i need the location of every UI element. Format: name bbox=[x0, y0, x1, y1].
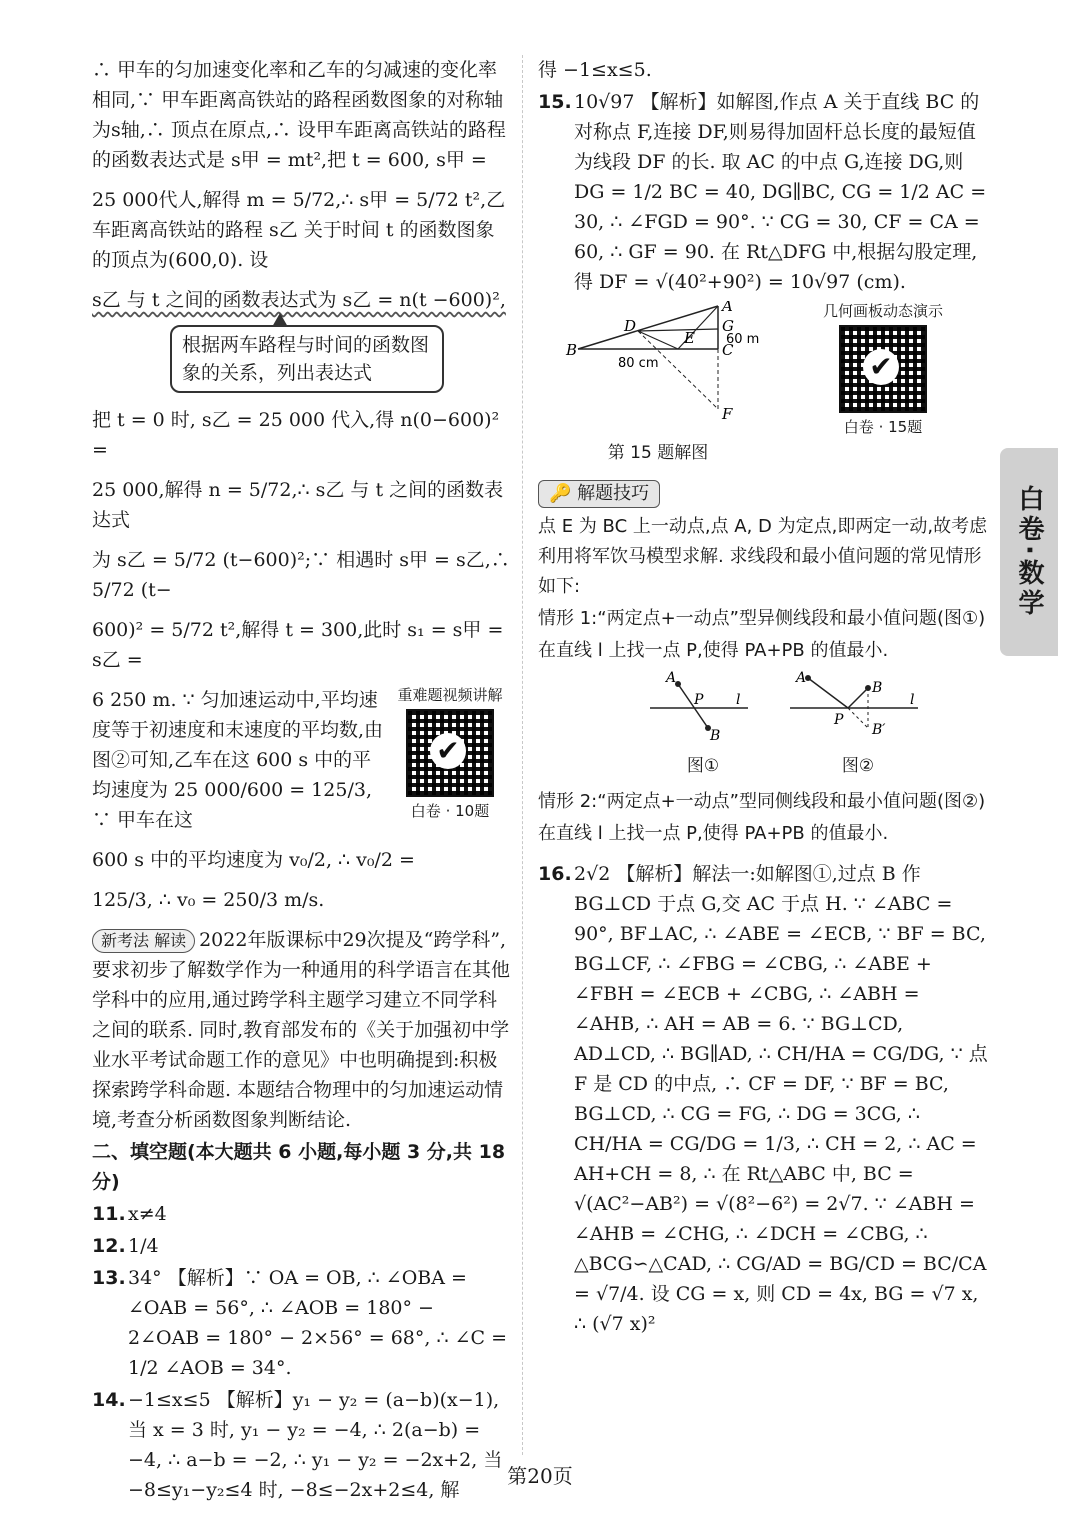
continued-text: 得 −1≤x≤5. bbox=[538, 59, 652, 81]
answer-16 bbox=[538, 859, 988, 1339]
text-line: 125/3, ∴ v₀ = 250/3 m/s. bbox=[92, 889, 325, 911]
svg-text:l: l bbox=[910, 692, 915, 708]
question-number: 12. bbox=[92, 1235, 126, 1257]
figure-2 bbox=[788, 670, 928, 781]
label-B: B bbox=[566, 341, 578, 359]
column-divider bbox=[522, 55, 524, 1455]
new-exam-note bbox=[92, 925, 510, 1135]
answer-15 bbox=[538, 87, 988, 297]
figure-15-diagram bbox=[538, 301, 768, 429]
qr-code-icon[interactable] bbox=[406, 709, 494, 797]
svg-text:B: B bbox=[710, 728, 721, 742]
answer-13 bbox=[92, 1263, 510, 1383]
label-D: D bbox=[624, 317, 637, 335]
figure-row-tips bbox=[648, 670, 988, 781]
svg-text:B′: B′ bbox=[872, 722, 886, 738]
figure-1-diagram bbox=[648, 670, 758, 742]
figure-2-caption: 图② bbox=[841, 756, 875, 776]
answer-12 bbox=[92, 1231, 510, 1261]
qr-block-video[interactable] bbox=[390, 685, 510, 821]
side-tab: 白卷·数学 bbox=[1000, 448, 1058, 656]
figure-row-15 bbox=[538, 301, 988, 468]
figure-1 bbox=[648, 670, 758, 781]
key-icon: 🔑 bbox=[549, 483, 578, 504]
figure-15-caption: 第 15 题解图 bbox=[607, 443, 709, 463]
qr-caption: 白卷 · 15题 bbox=[843, 418, 923, 436]
tip-text: 情形 2:“两定点+一动点”型同侧线段和最小值问题(图②) bbox=[538, 791, 986, 812]
qr-title: 几何画板动态演示 bbox=[822, 302, 943, 320]
label-E: E bbox=[684, 329, 695, 347]
text-line: 25 000代人,解得 m = 5/72,∴ s甲 = 5/72 t²,乙车距离高铁站的路程 s乙 关于时间 t 的函数图象的顶点为(600,0). 设 bbox=[92, 189, 506, 271]
label-C: C bbox=[722, 341, 734, 359]
svg-text:P: P bbox=[834, 712, 844, 728]
qr-code-icon[interactable] bbox=[839, 325, 927, 413]
text-line: 把 t = 0 时, s乙 = 25 000 代入,得 n(0−600)² = bbox=[92, 409, 500, 461]
answer-11 bbox=[92, 1199, 510, 1229]
tip-text: 情形 1:“两定点+一动点”型异侧线段和最小值问题(图①) bbox=[538, 608, 986, 629]
answer-text: 1/4 bbox=[128, 1235, 159, 1257]
answer-text: 10√97 【解析】如解图,作点 A 关于直线 BC 的对称点 F,连接 DF,则易得加固杆总长度的最短值为线段 DF 的长. 取 AC 的中点 G,连接 DG,则 DG = 1/2 BC = 40, DG∥BC, CG = 1/2 AC = 30, ∴ ∠FGD = 90°. ∵ CG = 30, CF = CA = 60, ∴ GF = 90. 在 Rt△DFG 中,根据勾股定理,得 DF = √(40²+90²) = 10√97 (cm). bbox=[574, 91, 987, 293]
label-80cm: 80 cm bbox=[618, 356, 659, 371]
label-F: F bbox=[722, 405, 733, 423]
figure-2-diagram bbox=[788, 670, 928, 742]
svg-text:P: P bbox=[694, 692, 704, 708]
question-number: 11. bbox=[92, 1203, 126, 1225]
text-line: 6 250 m. ∵ 匀加速运动中,平均速度等于初速度和末速度的平均数,由图②可知,乙车在这 600 s 中的平均速度为 25 000/600 = 125/3, ∵ 甲车在这 bbox=[92, 689, 384, 831]
question-number: 16. bbox=[538, 863, 572, 885]
answer-text: −1≤x≤5 【解析】y₁ − y₂ = (a−b)(x−1), 当 x = 3 时, y₁ − y₂ = −4, ∴ 2(a−b) = −4, ∴ a−b = −2, ∴ y₁ − y₂ = −2x+2, 当 −8≤y₁−y₂≤4 时, −8≤−2x+2≤4, 解 bbox=[128, 1389, 503, 1501]
qr-title: 重难题视频讲解 bbox=[397, 686, 503, 704]
left-column bbox=[92, 55, 510, 1515]
text-line: s乙 与 t 之间的函数表达式为 s乙 = n(t −600)², bbox=[92, 289, 506, 311]
section-heading: 二、填空题(本大题共 6 小题,每小题 3 分,共 18 分) bbox=[92, 1141, 506, 1193]
tip-text: 点 E 为 BC 上一动点,点 A, D 为定点,即两定一动,故考虑利用将军饮马模型求解. 求线段和最小值问题的常见情形如下: bbox=[538, 516, 988, 597]
text-line: 为 s乙 = 5/72 (t−600)²;∵ 相遇时 s甲 = s乙,∴ 5/72 (t− bbox=[92, 549, 510, 601]
check-icon: ✔ bbox=[863, 349, 899, 385]
tip-text: 在直线 l 上找一点 P,使得 PA+PB 的值最小. bbox=[538, 640, 889, 661]
qr-block-geometry[interactable] bbox=[798, 301, 968, 437]
right-column bbox=[538, 55, 988, 1349]
new-exam-text: 2022年版课标中29次提及“跨学科”,要求初步了解数学作为一种通用的科学语言在其他学科中的应用,通过跨学科主题学习建立不同学科之间的联系. 同时,教育部发布的《关于加强初中学业水平考试命题工作的意见》中也明确提到:积极探索跨学科命题. 本题结合物理中的匀加速运动情境,考查分析函数图象判断结论. bbox=[92, 929, 511, 1131]
text-line: ∴ 甲车的匀加速变化率和乙车的匀减速的变化率相同,∵ 甲车距离高铁站的路程函数图象的对称轴为s轴,∴ 顶点在原点,∴ 设甲车距离高铁站的路程的函数表达式是 s甲 = mt²,把 t = 600, s甲 = bbox=[92, 59, 506, 171]
tip-text: 在直线 l 上找一点 P,使得 PA+PB 的值最小. bbox=[538, 823, 889, 844]
answer-text: 34° 【解析】∵ OA = OB, ∴ ∠OBA = ∠OAB = 56°, ∴ ∠AOB = 180° − 2∠OAB = 180° − 2×56° = 68°, ∴ ∠C = 1/2 ∠AOB = 34°. bbox=[128, 1267, 508, 1379]
svg-text:A: A bbox=[666, 670, 677, 686]
page-number: 第20页 bbox=[507, 1464, 573, 1488]
text-line: 25 000,解得 n = 5/72,∴ s乙 与 t 之间的函数表达式 bbox=[92, 479, 504, 531]
label-A: A bbox=[722, 301, 733, 315]
check-icon: ✔ bbox=[430, 733, 466, 769]
figure-1-caption: 图① bbox=[686, 756, 720, 776]
svg-text:B: B bbox=[872, 680, 883, 696]
question-number: 14. bbox=[92, 1389, 126, 1411]
qr-caption: 白卷 · 10题 bbox=[410, 802, 490, 820]
callout-bubble: 根据两车路程与时间的函数图象的关系，列出表达式 bbox=[170, 325, 444, 393]
figure-15 bbox=[538, 301, 778, 468]
new-exam-badge: 新考法 解读 bbox=[92, 929, 195, 953]
question-number: 15. bbox=[538, 91, 572, 113]
answer-text: x≠4 bbox=[128, 1203, 167, 1225]
question-number: 13. bbox=[92, 1267, 126, 1289]
text-line: 600)² = 5/72 t²,解得 t = 300,此时 s₁ = s甲 = s乙 = bbox=[92, 619, 504, 671]
svg-text:l: l bbox=[736, 692, 741, 708]
answer-text: 2√2 【解析】解法一:如解图①,过点 B 作 BG⊥CD 于点 G,交 AC 于点 H. ∵ ∠ABC = 90°, BF⊥AC, ∴ ∠ABE = ∠ECB, ∵ BF = BC, BG⊥CF, ∴ ∠FBG = ∠CBG, ∴ ∠ABE + ∠FBH = ∠ECB + ∠CBG, ∴ ∠ABH = ∠AHB, ∴ AH = AB = 6. ∵ BG⊥CD, AD⊥CD, ∴ BG∥AD, ∴ CH/HA = CG/DG, ∵ 点 F 是 CD 的中点, ∴ CF = DF, ∵ BF = BC, BG⊥CD, ∴ CG = FG, ∴ DG = 3CG, ∴ CH/HA = CG/DG = 1/3, ∴ CH = 2, ∴ AC = AH+CH = 8, ∴ 在 Rt△ABC 中, BC = √(AC²−AB²) = √(8²−6²) = 2√7. ∵ ∠ABH = ∠AHB = ∠CHG, ∴ ∠DCH = ∠CBG, ∴ △BCG∽△CAD, ∴ CG/AD = BG/CD = BC/CA = √7/4. 设 CG = x, 则 CD = 4x, BG = √7 x, ∴ (√7 x)² bbox=[574, 863, 988, 1335]
label-G: G bbox=[722, 317, 734, 335]
svg-text:A: A bbox=[796, 670, 807, 686]
label-60m: 60 m bbox=[726, 332, 760, 347]
tip-label: 🔑 解题技巧 bbox=[538, 480, 660, 508]
text-line: 600 s 中的平均速度为 v₀/2, ∴ v₀/2 = bbox=[92, 849, 415, 871]
